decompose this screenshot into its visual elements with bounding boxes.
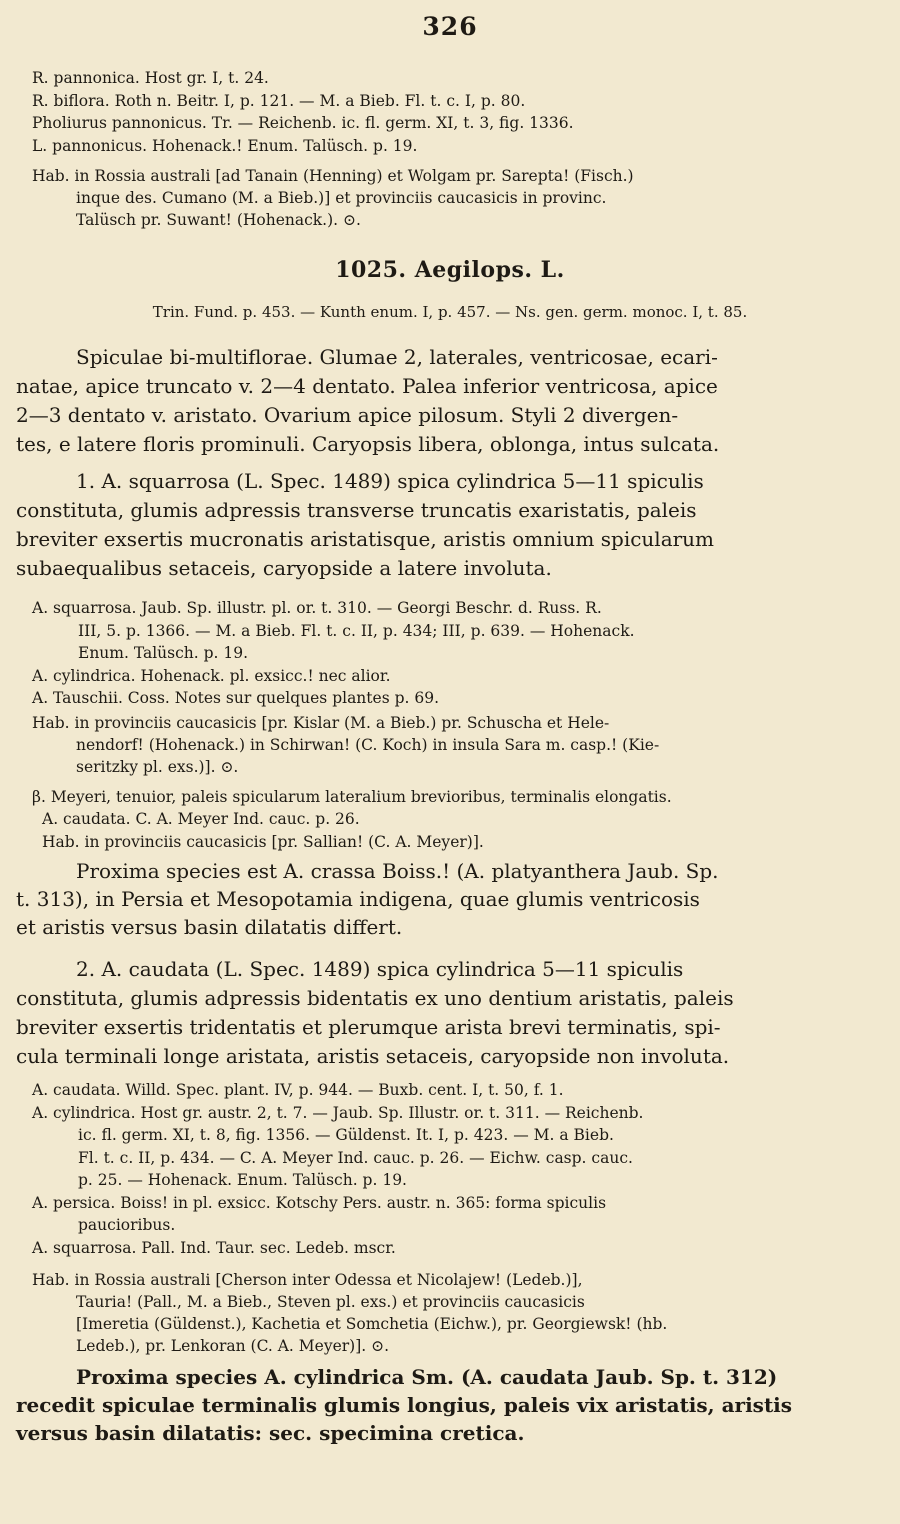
synonym-line: Pholiurus pannonicus. Tr. — Reichenb. ic. fl. germ. XI, t. 3, fig. 1336. bbox=[32, 114, 574, 132]
description-line: constituta, glumis adpressis transverse truncatis exaristatis, paleis bbox=[16, 498, 697, 522]
page-number: 326 bbox=[422, 12, 478, 41]
variety-line: A. caudata. C. A. Meyer Ind. cauc. p. 26. bbox=[42, 810, 360, 828]
note-line: et aristis versus basin dilatatis differt. bbox=[16, 915, 403, 939]
habitat-line: Talüsch pr. Suwant! (Hohenack.). ⊙. bbox=[76, 211, 361, 229]
description-line: Spiculae bi-multiflorae. Glumae 2, laterales, ventricosae, ecari- bbox=[76, 345, 718, 369]
species-2-description bbox=[16, 955, 884, 1071]
description-line: 2. A. caudata (L. Spec. 1489) spica cylindrica 5—11 spiculis bbox=[76, 957, 684, 981]
habitat-line: Hab. in Rossia australi [ad Tanain (Henning) et Wolgam pr. Sarepta! (Fisch.) bbox=[32, 167, 634, 185]
description-line: 2—3 dentato v. aristato. Ovarium apice pilosum. Styli 2 divergen- bbox=[16, 403, 679, 427]
note-line: t. 313), in Persia et Mesopotamia indigena, quae glumis ventricosis bbox=[16, 887, 700, 911]
species-2-synonyms bbox=[32, 1079, 884, 1259]
synonym-line: A. squarrosa. Pall. Ind. Taur. sec. Ledeb. mscr. bbox=[32, 1238, 396, 1257]
genus-description bbox=[16, 343, 884, 459]
synonym-line: III, 5. p. 1366. — M. a Bieb. Fl. t. c. II, p. 434; III, p. 639. — Hohenack. bbox=[78, 621, 635, 640]
synonym-line: p. 25. — Hohenack. Enum. Talüsch. p. 19. bbox=[78, 1171, 407, 1189]
synonym-line: L. pannonicus. Hohenack.! Enum. Talüsch. p. 19. bbox=[32, 136, 418, 155]
synonym-line: A. squarrosa. Jaub. Sp. illustr. pl. or. t. 310. — Georgi Beschr. d. Russ. R. bbox=[32, 599, 602, 617]
synonym-line: ic. fl. germ. XI, t. 8, fig. 1356. — Güldenst. It. I, p. 423. — M. a Bieb. bbox=[78, 1126, 614, 1144]
synonym-line: R. pannonica. Host gr. I, t. 24. bbox=[32, 69, 269, 87]
habitat-line: Hab. in Rossia australi [Cherson inter Odessa et Nicolajew! (Ledeb.)], bbox=[32, 1271, 583, 1289]
synonym-line: R. biflora. Roth n. Beitr. I, p. 121. — M. a Bieb. Fl. t. c. I, p. 80. bbox=[32, 91, 526, 110]
synonym-line: Enum. Talüsch. p. 19. bbox=[78, 644, 249, 662]
genus-title: 1025. Aegilops. L. bbox=[335, 257, 565, 283]
variety-line: Hab. in provinciis caucasicis [pr. Sallian! (C. A. Meyer)]. bbox=[42, 832, 484, 851]
synonym-line: A. persica. Boiss! in pl. exsicc. Kotschy Pers. austr. n. 365: forma spiculis bbox=[32, 1193, 607, 1212]
habitat-line: inque des. Cumano (M. a Bieb.)] et provinciis caucasicis in provinc. bbox=[76, 189, 607, 207]
species-2-habitat bbox=[32, 1269, 884, 1357]
species-1-synonyms bbox=[32, 597, 884, 710]
synonym-line: A. Tauschii. Coss. Notes sur quelques plantes p. 69. bbox=[32, 689, 440, 707]
description-line: cula terminali longe aristata, aristis setaceis, caryopside non involuta. bbox=[16, 1044, 730, 1068]
genus-references: Trin. Fund. p. 453. — Kunth enum. I, p. 457. — Ns. gen. germ. monoc. I, t. 85. bbox=[152, 303, 748, 321]
top-synonym-list bbox=[32, 67, 884, 157]
habitat-line: seritzky pl. exs.)]. ⊙. bbox=[76, 757, 239, 776]
top-habitat bbox=[32, 165, 884, 231]
description-line: subaequalibus setaceis, caryopside a latere involuta. bbox=[16, 556, 552, 580]
note-line: Proxima species A. cylindrica Sm. (A. caudata Jaub. Sp. t. 312) bbox=[76, 1365, 778, 1389]
note-line: Proxima species est A. crassa Boiss.! (A. platyanthera Jaub. Sp. bbox=[76, 859, 719, 883]
synonym-line: A. caudata. Willd. Spec. plant. IV, p. 944. — Buxb. cent. I, t. 50, f. 1. bbox=[32, 1081, 564, 1099]
synonym-line: paucioribus. bbox=[78, 1216, 176, 1234]
description-line: 1. A. squarrosa (L. Spec. 1489) spica cylindrica 5—11 spiculis bbox=[76, 469, 704, 493]
species-2-note bbox=[16, 1363, 884, 1447]
habitat-line: Tauria! (Pall., M. a Bieb., Steven pl. exs.) et provinciis caucasicis bbox=[76, 1293, 585, 1311]
synonym-line: Fl. t. c. II, p. 434. — C. A. Meyer Ind. cauc. p. 26. — Eichw. casp. cauc. bbox=[78, 1148, 633, 1167]
habitat-line: nendorf! (Hohenack.) in Schirwan! (C. Koch) in insula Sara m. casp.! (Kie- bbox=[76, 735, 660, 754]
habitat-line: [Imeretia (Güldenst.), Kachetia et Somchetia (Eichw.), pr. Georgiewsk! (hb. bbox=[76, 1315, 668, 1333]
species-1-note bbox=[16, 857, 884, 941]
synonym-line: A. cylindrica. Hohenack. pl. exsicc.! nec alior. bbox=[32, 666, 391, 685]
species-1-description bbox=[16, 467, 884, 583]
description-line: constituta, glumis adpressis bidentatis ex uno dentium aristatis, paleis bbox=[16, 986, 734, 1010]
variety-beta bbox=[16, 786, 884, 854]
description-line: natae, apice truncato v. 2—4 dentato. Palea inferior ventricosa, apice bbox=[16, 374, 718, 398]
description-line: tes, e latere floris prominuli. Caryopsis libera, oblonga, intus sulcata. bbox=[16, 432, 720, 456]
species-1-habitat bbox=[32, 712, 884, 778]
habitat-line: Hab. in provinciis caucasicis [pr. Kislar (M. a Bieb.) pr. Schuscha et Hele- bbox=[32, 713, 610, 732]
note-line: recedit spiculae terminalis glumis longius, paleis vix aristatis, aristis bbox=[16, 1393, 793, 1417]
habitat-line: Ledeb.), pr. Lenkoran (C. A. Meyer)]. ⊙. bbox=[76, 1337, 390, 1355]
description-line: breviter exsertis mucronatis aristatisque, aristis omnium spicularum bbox=[16, 527, 715, 551]
note-line: versus basin dilatatis: sec. specimina cretica. bbox=[16, 1421, 525, 1445]
variety-line: β. Meyeri, tenuior, paleis spicularum lateralium brevioribus, terminalis elongatis. bbox=[32, 787, 672, 806]
description-line: breviter exsertis tridentatis et plerumque arista brevi terminatis, spi- bbox=[16, 1015, 721, 1039]
synonym-line: A. cylindrica. Host gr. austr. 2, t. 7. — Jaub. Sp. Illustr. or. t. 311. — Reichenb. bbox=[32, 1103, 644, 1122]
